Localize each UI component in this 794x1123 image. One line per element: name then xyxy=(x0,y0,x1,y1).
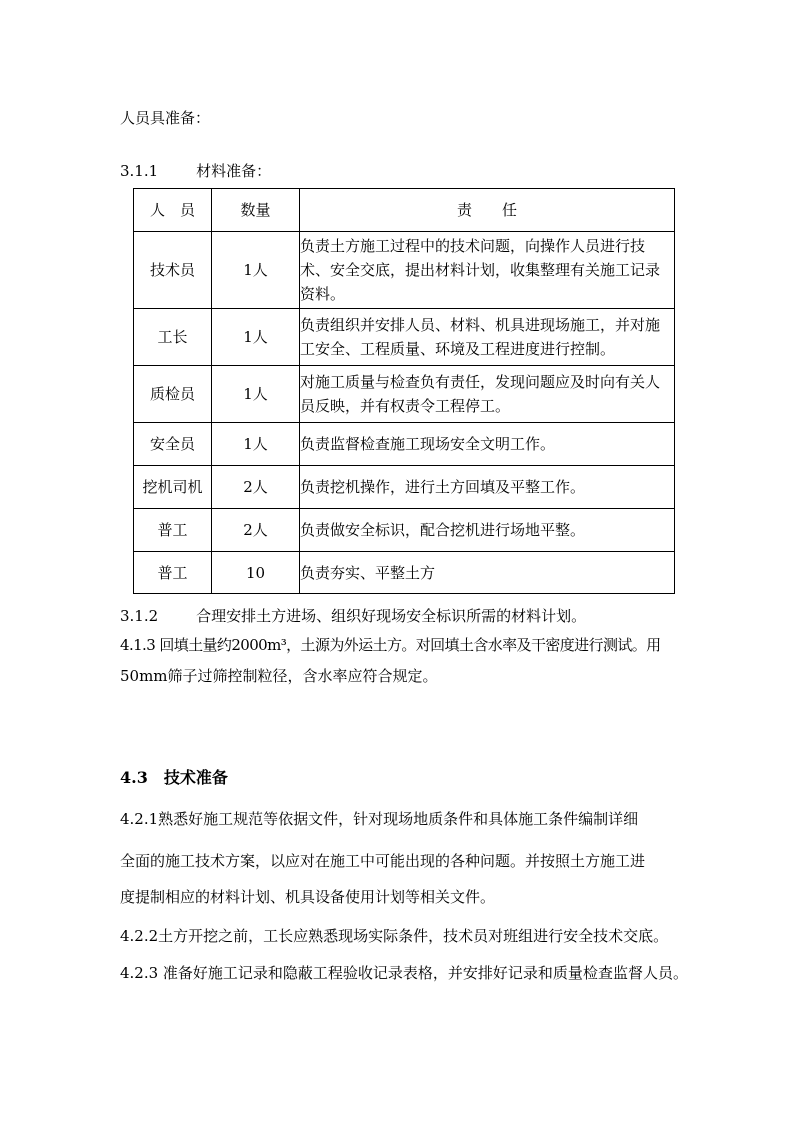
section-4-2-1-line1: 4.2.1熟悉好施工规范等依据文件，针对现场地质条件和具体施工条件编制详细 xyxy=(120,810,639,828)
section-4-2-1-line3: 度提制相应的材料计划、机具设备使用计划等相关文件。 xyxy=(120,888,496,906)
section-4-2-1-line2: 全面的施工技术方案，以应对在施工中可能出现的各种问题。并按照土方施工进 xyxy=(120,852,646,870)
staff-table xyxy=(133,188,675,594)
table-row xyxy=(134,309,675,366)
cell-count: 1人 xyxy=(212,232,300,309)
cell-count: 2人 xyxy=(212,509,300,552)
table-row xyxy=(134,552,675,594)
header-duty: 责 任 xyxy=(300,189,675,232)
table-row xyxy=(134,509,675,552)
cell-count: 1人 xyxy=(212,309,300,366)
section-3-1-2 xyxy=(120,605,586,626)
staff-heading: 人员具准备： xyxy=(120,109,211,127)
cell-duty: 负责组织并安排人员、材料、机具进现场施工，并对施工安全、工程质量、环境及工程进度进行控制。 xyxy=(300,309,675,366)
cell-duty: 负责做安全标识，配合挖机进行场地平整。 xyxy=(300,509,675,552)
section-number: 3.1.1 xyxy=(120,162,159,180)
cell-person: 技术员 xyxy=(134,232,212,309)
cell-person: 挖机司机 xyxy=(134,466,212,509)
cell-count: 1人 xyxy=(212,423,300,466)
table-header-row xyxy=(134,189,675,232)
cell-duty: 负责夯实、平整土方 xyxy=(300,552,675,594)
cell-duty: 负责土方施工过程中的技术问题，向操作人员进行技术、安全交底，提出材料计划，收集整理有关施工记录资料。 xyxy=(300,232,675,309)
cell-person: 普工 xyxy=(134,509,212,552)
cell-count: 1人 xyxy=(212,366,300,423)
cell-person: 质检员 xyxy=(134,366,212,423)
section-4-2-2: 4.2.2土方开挖之前，工长应熟悉现场实际条件，技术员对班组进行安全技术交底。 xyxy=(120,927,669,945)
table-row xyxy=(134,466,675,509)
table-row xyxy=(134,423,675,466)
header-person: 人 员 xyxy=(134,189,212,232)
section-4-2-3: 4.2.3 准备好施工记录和隐蔽工程验收记录表格，并安排好记录和质量检查监督人员。 xyxy=(120,964,688,982)
cell-person: 工长 xyxy=(134,309,212,366)
cell-person: 普工 xyxy=(134,552,212,594)
cell-count: 10 xyxy=(212,552,300,594)
section-4-1-3-line1: 4.1.3 回填土量约2000m³，土源为外运土方。对回填土含水率及干密度进行测试。用 xyxy=(120,636,661,654)
section-4-1-3-line2: 50mm筛子过筛控制粒径，含水率应符合规定。 xyxy=(120,667,438,685)
cell-duty: 负责挖机操作，进行土方回填及平整工作。 xyxy=(300,466,675,509)
section-number: 3.1.2 xyxy=(120,607,159,625)
section-3-1-1 xyxy=(120,160,271,181)
section-text: 合理安排土方进场、组织好现场安全标识所需的材料计划。 xyxy=(196,607,587,625)
cell-duty: 对施工质量与检查负有责任，发现问题应及时向有关人员反映，并有权责令工程停工。 xyxy=(300,366,675,423)
section-title: 材料准备： xyxy=(196,162,272,180)
section-4-3-title: 4.3 技术准备 xyxy=(120,768,228,787)
cell-duty: 负责监督检查施工现场安全文明工作。 xyxy=(300,423,675,466)
table-row xyxy=(134,232,675,309)
header-count: 数量 xyxy=(212,189,300,232)
table-row xyxy=(134,366,675,423)
cell-count: 2人 xyxy=(212,466,300,509)
cell-person: 安全员 xyxy=(134,423,212,466)
